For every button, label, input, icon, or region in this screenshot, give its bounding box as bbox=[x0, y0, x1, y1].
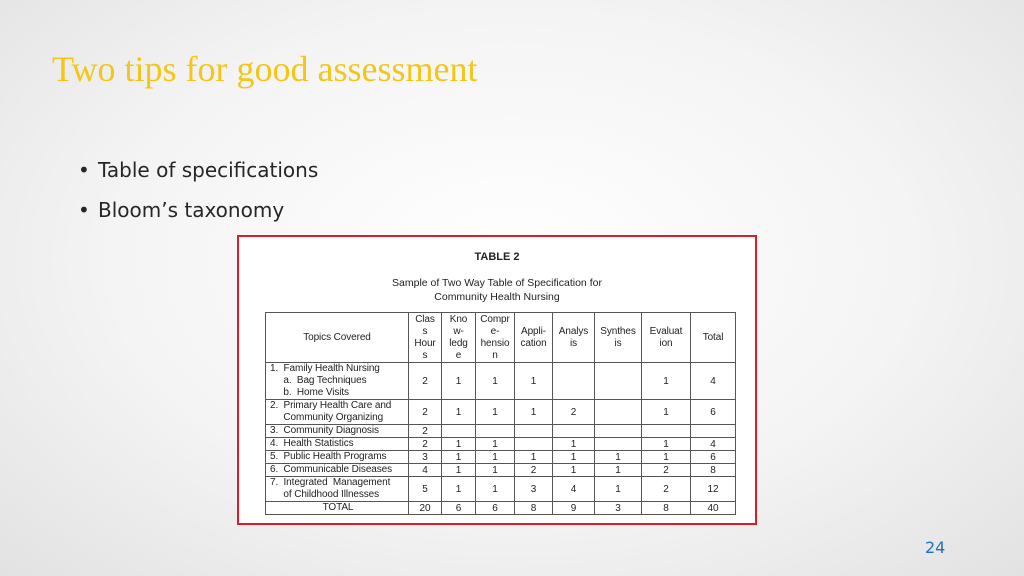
value-cell: 2 bbox=[642, 477, 691, 502]
value-cell: 1 bbox=[595, 451, 642, 464]
value-cell bbox=[553, 425, 595, 438]
total-value-cell: 8 bbox=[642, 502, 691, 515]
value-cell: 1 bbox=[642, 451, 691, 464]
bullet-item bbox=[78, 194, 318, 234]
topic-cell bbox=[266, 400, 409, 425]
value-cell: 1 bbox=[442, 477, 476, 502]
table-body bbox=[266, 363, 736, 515]
value-cell bbox=[595, 438, 642, 451]
value-cell: 4 bbox=[553, 477, 595, 502]
value-cell bbox=[595, 425, 642, 438]
topic-cell bbox=[266, 451, 409, 464]
column-header bbox=[691, 313, 736, 363]
value-cell: 2 bbox=[553, 400, 595, 425]
topic-cell bbox=[266, 425, 409, 438]
topic-line: a. Bag Techniques bbox=[270, 375, 367, 386]
page-number: 24 bbox=[925, 538, 946, 557]
value-cell: 1 bbox=[515, 451, 553, 464]
value-cell: 6 bbox=[691, 400, 736, 425]
column-header-line: ledg bbox=[449, 337, 468, 349]
table-heading: TABLE 2 bbox=[474, 251, 520, 263]
value-cell: 1 bbox=[515, 400, 553, 425]
value-cell: 1 bbox=[642, 438, 691, 451]
total-value-cell: 8 bbox=[515, 502, 553, 515]
value-cell: 2 bbox=[409, 438, 442, 451]
column-header-line: w- bbox=[453, 325, 464, 337]
value-cell: 2 bbox=[409, 363, 442, 400]
value-cell: 8 bbox=[691, 464, 736, 477]
column-header-line: is bbox=[614, 337, 622, 349]
column-header-line: Total bbox=[702, 331, 724, 343]
value-cell: 2 bbox=[409, 425, 442, 438]
value-cell bbox=[515, 438, 553, 451]
value-cell bbox=[642, 425, 691, 438]
value-cell: 12 bbox=[691, 477, 736, 502]
value-cell: 1 bbox=[476, 400, 515, 425]
value-cell: 2 bbox=[409, 400, 442, 425]
table-row bbox=[266, 425, 736, 438]
topic-cell bbox=[266, 363, 409, 400]
value-cell: 1 bbox=[442, 400, 476, 425]
column-header-line: s bbox=[422, 325, 428, 337]
topic-line: 6. Communicable Diseases bbox=[270, 464, 392, 475]
topic-cell bbox=[266, 464, 409, 477]
table-row bbox=[266, 363, 736, 400]
value-cell bbox=[515, 425, 553, 438]
value-cell bbox=[595, 363, 642, 400]
value-cell: 2 bbox=[642, 464, 691, 477]
bullet-text: Bloom’s taxonomy bbox=[98, 198, 285, 222]
column-header-line: Analys bbox=[558, 325, 589, 337]
value-cell: 1 bbox=[476, 477, 515, 502]
value-cell: 6 bbox=[691, 451, 736, 464]
column-header-line: s bbox=[422, 349, 428, 361]
bullet-dot-icon: • bbox=[78, 158, 90, 182]
column-header-line: Clas bbox=[415, 313, 435, 325]
total-value-cell: 40 bbox=[691, 502, 736, 515]
value-cell: 1 bbox=[442, 363, 476, 400]
column-header bbox=[476, 313, 515, 363]
caption-line: Sample of Two Way Table of Specification for bbox=[392, 277, 602, 289]
value-cell: 2 bbox=[515, 464, 553, 477]
topic-line: Community Organizing bbox=[270, 412, 384, 423]
value-cell: 1 bbox=[476, 451, 515, 464]
value-cell: 3 bbox=[409, 451, 442, 464]
value-cell: 5 bbox=[409, 477, 442, 502]
column-header bbox=[595, 313, 642, 363]
value-cell: 1 bbox=[595, 477, 642, 502]
value-cell: 4 bbox=[691, 363, 736, 400]
topic-line: of Childhood Illnesses bbox=[270, 489, 380, 500]
topic-line: 1. Family Health Nursing bbox=[270, 363, 380, 374]
table-row bbox=[266, 464, 736, 477]
value-cell: 1 bbox=[515, 363, 553, 400]
specification-table bbox=[265, 312, 736, 515]
column-header-line: is bbox=[569, 337, 578, 349]
topic-cell bbox=[266, 438, 409, 451]
bullet-item bbox=[78, 154, 318, 194]
column-header bbox=[409, 313, 442, 363]
total-value-cell: 3 bbox=[595, 502, 642, 515]
value-cell: 1 bbox=[642, 363, 691, 400]
total-value-cell: 20 bbox=[409, 502, 442, 515]
value-cell: 1 bbox=[553, 451, 595, 464]
caption-line: Community Health Nursing bbox=[434, 291, 560, 303]
total-label: TOTAL bbox=[266, 502, 409, 515]
value-cell: 1 bbox=[476, 363, 515, 400]
column-header-line: cation bbox=[520, 337, 547, 349]
value-cell: 4 bbox=[691, 438, 736, 451]
table-row bbox=[266, 438, 736, 451]
topic-line: 3. Community Diagnosis bbox=[270, 425, 379, 436]
value-cell: 1 bbox=[595, 464, 642, 477]
column-header bbox=[442, 313, 476, 363]
column-header bbox=[553, 313, 595, 363]
value-cell: 1 bbox=[442, 464, 476, 477]
topic-cell bbox=[266, 477, 409, 502]
value-cell: 1 bbox=[476, 464, 515, 477]
bullet-text: Table of specifications bbox=[98, 158, 319, 182]
value-cell: 1 bbox=[442, 438, 476, 451]
column-header-line: Synthes bbox=[600, 325, 636, 337]
table-figure bbox=[237, 235, 757, 525]
total-value-cell: 6 bbox=[442, 502, 476, 515]
bullet-dot-icon: • bbox=[78, 198, 90, 222]
column-header bbox=[515, 313, 553, 363]
value-cell: 1 bbox=[553, 438, 595, 451]
table-caption bbox=[239, 276, 755, 304]
total-value-cell: 6 bbox=[476, 502, 515, 515]
topic-line: 5. Public Health Programs bbox=[270, 451, 387, 462]
column-header bbox=[266, 313, 409, 363]
topic-line: b. Home Visits bbox=[270, 387, 349, 398]
value-cell: 1 bbox=[642, 400, 691, 425]
value-cell bbox=[442, 425, 476, 438]
column-header-line: Appli- bbox=[521, 325, 546, 337]
column-header-line: ion bbox=[659, 337, 673, 349]
slide-title: Two tips for good assessment bbox=[52, 49, 478, 89]
column-header-line: Topics Covered bbox=[303, 331, 371, 343]
bullet-list bbox=[78, 154, 318, 234]
column-header-line: n bbox=[492, 349, 498, 361]
value-cell: 1 bbox=[442, 451, 476, 464]
topic-line: 4. Health Statistics bbox=[270, 438, 354, 449]
topic-line: 2. Primary Health Care and bbox=[270, 400, 392, 411]
value-cell: 1 bbox=[476, 438, 515, 451]
column-header-line: e- bbox=[490, 325, 500, 337]
column-header-line: Kno bbox=[449, 313, 468, 325]
value-cell: 3 bbox=[515, 477, 553, 502]
column-header-line: e bbox=[455, 349, 462, 361]
value-cell bbox=[553, 363, 595, 400]
column-header-line: Hour bbox=[414, 337, 436, 349]
value-cell bbox=[595, 400, 642, 425]
value-cell: 1 bbox=[553, 464, 595, 477]
topic-line: 7. Integrated Management bbox=[270, 477, 391, 488]
table-row bbox=[266, 400, 736, 425]
column-header-line: hensio bbox=[480, 337, 510, 349]
value-cell: 4 bbox=[409, 464, 442, 477]
table-row bbox=[266, 451, 736, 464]
total-value-cell: 9 bbox=[553, 502, 595, 515]
table-row bbox=[266, 477, 736, 502]
column-header-line: Compr bbox=[480, 313, 510, 325]
table-header-row bbox=[266, 313, 736, 363]
column-header-line: Evaluat bbox=[649, 325, 683, 337]
total-row bbox=[266, 502, 736, 515]
value-cell bbox=[476, 425, 515, 438]
value-cell bbox=[691, 425, 736, 438]
column-header bbox=[642, 313, 691, 363]
